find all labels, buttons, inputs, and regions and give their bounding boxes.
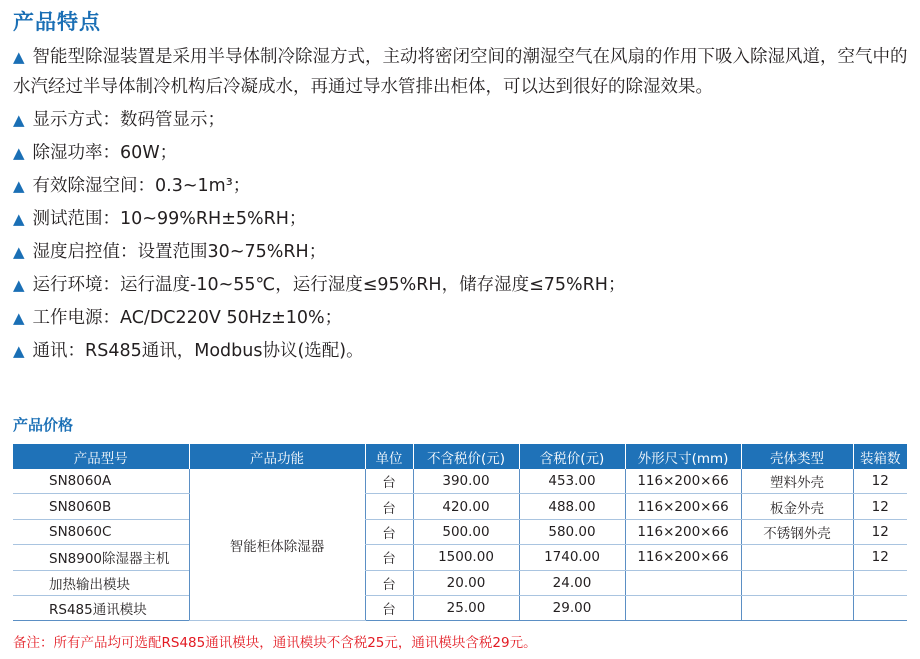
feature-item: ▲ 测试范围：10~99%RH±5%RH； [13,209,307,229]
unit-cell: 台 [365,545,413,570]
price-ex-cell: 390.00 [413,469,519,494]
model-cell: SN8060C [13,519,189,544]
price-ex-cell: 500.00 [413,519,519,544]
qty-cell: 12 [853,545,907,570]
triangle-icon: ▲ [13,177,25,195]
header-cell: 单位 [365,444,413,469]
qty-cell [853,570,907,595]
price-inc-cell: 580.00 [519,519,625,544]
qty-cell: 12 [853,469,907,494]
features-list [13,42,913,369]
shell-cell: 板金外壳 [741,494,853,519]
shell-cell: 不锈钢外壳 [741,519,853,544]
price-inc-cell: 488.00 [519,494,625,519]
feature-item: ▲ 运行环境：运行温度-10~55℃，运行湿度≤95%RH，储存湿度≤75%RH； [13,275,626,295]
table-header-row [13,444,907,469]
triangle-icon: ▲ [13,48,25,66]
header-cell: 产品功能 [189,444,365,469]
shell-cell: 塑料外壳 [741,469,853,494]
table-row [13,494,907,519]
header-cell: 不含税价(元) [413,444,519,469]
price-inc-cell: 1740.00 [519,545,625,570]
shell-cell [741,595,853,620]
unit-cell: 台 [365,595,413,620]
model-cell: SN8060A [13,469,189,494]
feature-item: ▲ 通讯：RS485通讯，Modbus协议(选配)。 [13,341,364,361]
table-row [13,519,907,544]
size-cell: 116×200×66 [625,519,741,544]
price-inc-cell: 29.00 [519,595,625,620]
price-ex-cell: 20.00 [413,570,519,595]
table-row [13,545,907,570]
feature-item: ▲ 智能型除湿装置是采用半导体制冷除湿方式，主动将密闭空间的潮湿空气在风扇的作用下吸入除湿风道，空气中的水汽经过半导体制冷机构后冷凝成水，再通过导水管排出柜体，可以达到很好的除湿效果。 [13,47,908,97]
table-row [13,570,907,595]
feature-item: ▲ 湿度启控值：设置范围30~75%RH； [13,242,327,262]
price-ex-cell: 420.00 [413,494,519,519]
qty-cell: 12 [853,494,907,519]
features-title: 产品特点 [13,10,101,34]
size-cell [625,595,741,620]
size-cell [625,570,741,595]
size-cell: 116×200×66 [625,545,741,570]
size-cell: 116×200×66 [625,469,741,494]
triangle-icon: ▲ [13,111,25,129]
unit-cell: 台 [365,494,413,519]
triangle-icon: ▲ [13,144,25,162]
header-cell: 外形尺寸(mm) [625,444,741,469]
table-row [13,595,907,620]
unit-cell: 台 [365,570,413,595]
size-cell: 116×200×66 [625,494,741,519]
feature-item: ▲ 工作电源：AC/DC220V 50Hz±10%； [13,308,343,328]
function-cell: 智能柜体除湿器 [189,469,365,621]
triangle-icon: ▲ [13,342,25,360]
shell-cell [741,570,853,595]
triangle-icon: ▲ [13,276,25,294]
feature-item: ▲ 有效除湿空间：0.3~1m³； [13,176,251,196]
shell-cell [741,545,853,570]
table-row [13,469,907,494]
triangle-icon: ▲ [13,309,25,327]
triangle-icon: ▲ [13,243,25,261]
price-inc-cell: 24.00 [519,570,625,595]
price-ex-cell: 25.00 [413,595,519,620]
price-inc-cell: 453.00 [519,469,625,494]
triangle-icon: ▲ [13,210,25,228]
price-note: 备注：所有产品均可选配RS485通讯模块，通讯模块不含税25元，通讯模块含税29元。 [13,635,537,651]
feature-item: ▲ 除湿功率：60W； [13,143,178,163]
price-table [13,444,907,621]
model-cell: 加热输出模块 [13,570,189,595]
price-title: 产品价格 [13,416,74,434]
qty-cell: 12 [853,519,907,544]
price-ex-cell: 1500.00 [413,545,519,570]
model-cell: RS485通讯模块 [13,595,189,620]
model-cell: SN8900除湿器主机 [13,545,189,570]
header-cell: 壳体类型 [741,444,853,469]
unit-cell: 台 [365,519,413,544]
header-cell: 装箱数 [853,444,907,469]
header-cell: 产品型号 [13,444,189,469]
feature-item: ▲ 显示方式：数码管显示； [13,110,226,130]
header-cell: 含税价(元) [519,444,625,469]
qty-cell [853,595,907,620]
model-cell: SN8060B [13,494,189,519]
unit-cell: 台 [365,469,413,494]
